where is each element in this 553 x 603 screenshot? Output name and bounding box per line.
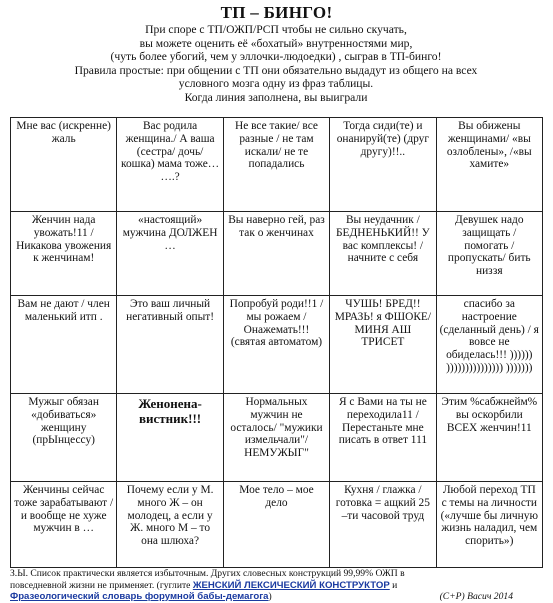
footer-text: и [389, 579, 398, 591]
bingo-cell: Попробуй роди!!1 / мы рожаем / Онажемать!!! (святая автоматом) [223, 296, 329, 394]
intro-text [6, 23, 546, 105]
footer-note [10, 568, 543, 603]
bingo-cell: спасибо за настроение (сделанный день) / я вовсе не обиделась!!! )))))) ))))))))))))))) ))))))) [436, 296, 542, 394]
constructor-link[interactable]: ЖЕНСКИЙ ЛЕКСИЧЕСКИЙ КОНСТРУКТОР [192, 579, 390, 591]
footer-text: повседневной жизни не применяет. (гуглите [10, 579, 193, 591]
footer-line: З.Ы. Список практически является избыточным. Других словесных конструкций 99,99% ОЖП в [10, 568, 405, 579]
bingo-grid [10, 117, 543, 568]
bingo-cell: Вы неудачник / БЕДНЕНЬКИЙ!! У вас комплексы! / начните с себя [330, 212, 436, 296]
bingo-cell: Женчин нада увожать!11 /Никакова увожения к женчинам! [11, 212, 117, 296]
bingo-cell: ЧУШЬ! БРЕД!! МРАЗЬ! я ФШОКЕ/ МИНЯ АШ ТРИСЕТ [330, 296, 436, 394]
bingo-cell: Вы наверно гей, раз так о женчинах [223, 212, 329, 296]
footer-text: ) [268, 591, 272, 602]
bingo-cell: Я с Вами на ты не переходила11 / Перестаньте мне писать в ответ 111 [330, 394, 436, 482]
intro-line: Когда линия заполнена, вы выиграли [184, 90, 368, 104]
bingo-cell: Тогда сиди(те) и онанируй(те) (друг другу)!!.. [330, 118, 436, 212]
bingo-cell: Вам не дают / член маленький итп . [11, 296, 117, 394]
bingo-cell: Это ваш личный негативный опыт! [117, 296, 223, 394]
bingo-row [11, 394, 543, 482]
bingo-cell: Женчины сейчас тоже зарабатывают / и вообще не хуже мужчин в … [11, 482, 117, 568]
bingo-cell: Вас родила женщина./ А ваша (сестра/ дочь/ кошка) мама тоже… ….? [117, 118, 223, 212]
bingo-row [11, 212, 543, 296]
signature: (С+Р) Васич 2014 [439, 591, 513, 602]
bingo-cell: Любой переход ТП с темы на личности («лучше бы личную жизнь наладил, чем спорить») [436, 482, 542, 568]
bingo-cell: Мужыг обязан «добиваться» женщину (прЫнцессу) [11, 394, 117, 482]
bingo-cell: Не все такие/ все разные / не там искали/ не те попадались [223, 118, 329, 212]
intro-line: условного мозга одну из фраз таблицы. [178, 77, 374, 91]
bingo-cell: Почему если у М. много Ж – он молодец, а если у Ж. много М – то она шлюха? [117, 482, 223, 568]
bingo-cell: Женонена-вистник!!! [117, 394, 223, 482]
bingo-row [11, 482, 543, 568]
bingo-cell: Вы обижены женщинами/ «вы озлоблены», /«вы хамите» [436, 118, 542, 212]
bingo-cell: Девушек надо защищать / помогать / пропускать/ бить низзя [436, 212, 542, 296]
intro-line: (чуть более убогий, чем у эллочки-людоедки) , сыграв в ТП-бинго! [110, 50, 442, 64]
intro-line: Правила простые: при общении с ТП они обязательно выдадут из общего на всех [74, 63, 478, 77]
dictionary-link[interactable]: Фразеологический словарь форумной бабы-демагога [10, 591, 269, 602]
bingo-row [11, 118, 543, 212]
bingo-cell: Мое тело – мое дело [223, 482, 329, 568]
bingo-row [11, 296, 543, 394]
bingo-cell: «настоящий» мужчина ДОЛЖЕН … [117, 212, 223, 296]
bingo-cell: Нормальных мужчин не осталось/ "мужики измельчали"/ НЕМУЖЫГ" [223, 394, 329, 482]
footer-line [10, 580, 543, 592]
bingo-cell: Этим %сабжнейм% вы оскорбили ВСЕХ женчин!11 [436, 394, 542, 482]
bingo-cell: Кухня / глажка / готовка = ащкий 25 –ти часовой труд [330, 482, 436, 568]
bingo-cell: Мне вас (искренне) жаль [11, 118, 117, 212]
page-title: ТП – БИНГО! [220, 3, 333, 22]
intro-line: вы можете оценить её «бохатый» внутренностями мир, [139, 36, 413, 50]
intro-line: При споре с ТП/ОЖП/РСП чтобы не сильно скучать, [145, 23, 407, 36]
